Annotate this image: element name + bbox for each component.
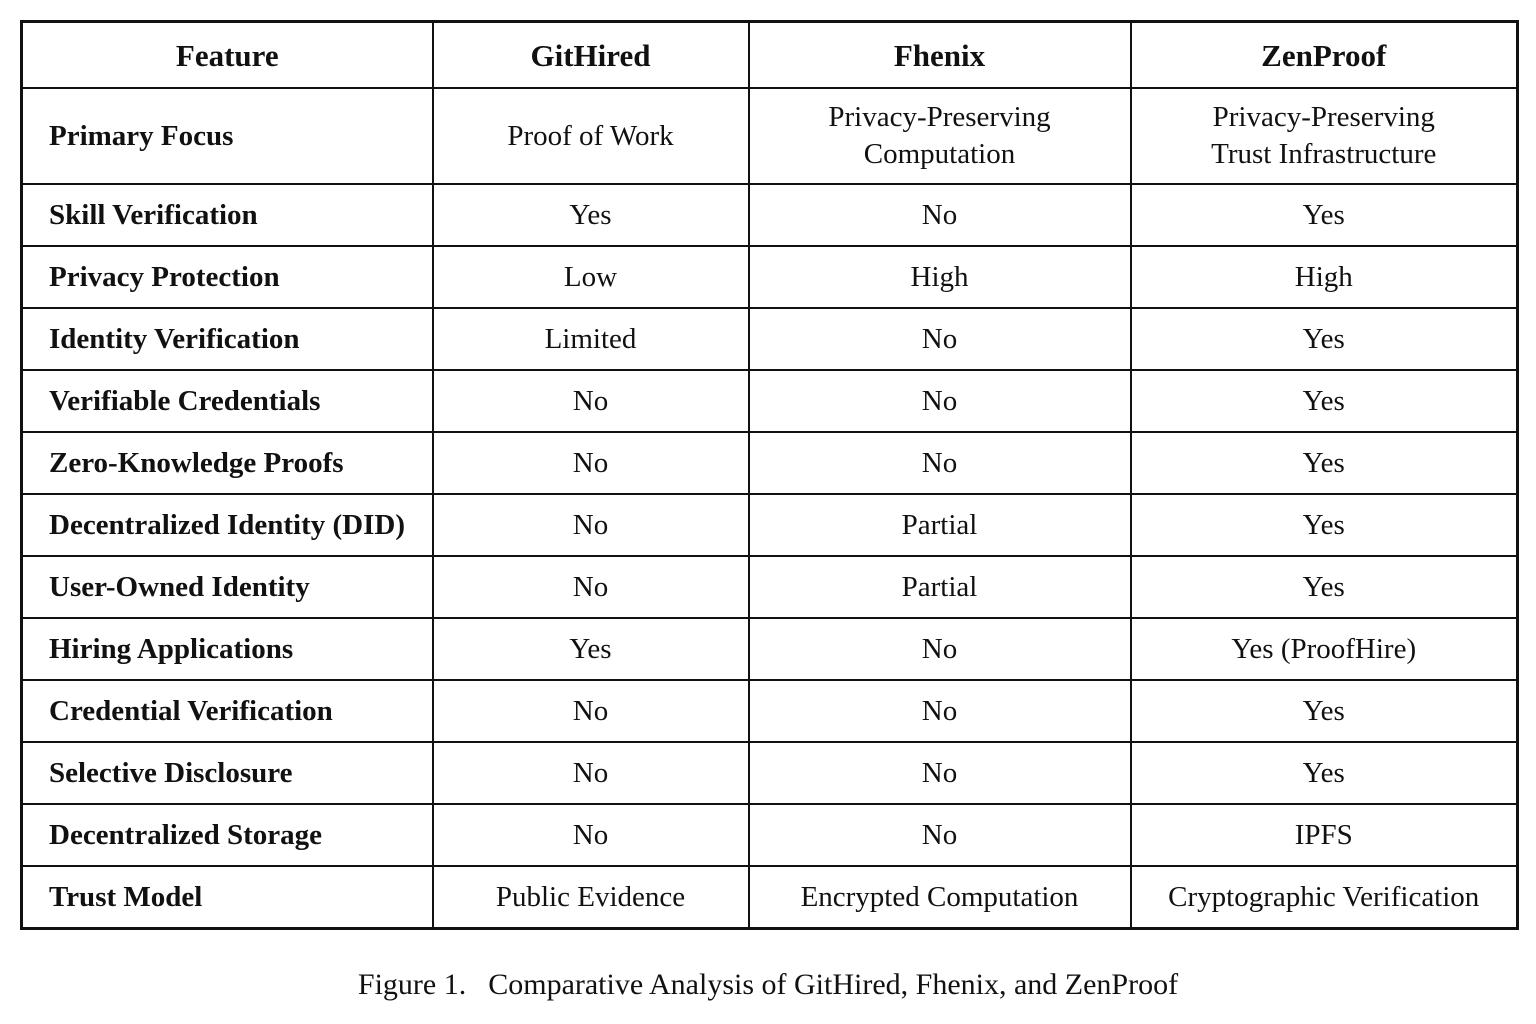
- fhenix-cell: [749, 866, 1131, 929]
- cell-text: Public Evidence: [495, 880, 686, 913]
- caption-text: Comparative Analysis of GitHired, Fhenix, and ZenProof: [488, 968, 1179, 1001]
- feature-cell: Trust Model: [22, 866, 433, 929]
- zenproof-cell: [1131, 308, 1518, 370]
- cell-text: Privacy-Preserving: [828, 101, 1051, 133]
- zenproof-cell: [1131, 804, 1518, 866]
- cell-text: Yes: [1302, 198, 1345, 231]
- cell-text: No: [921, 632, 958, 665]
- table-row: [22, 494, 1518, 556]
- cell-text: Yes: [1302, 322, 1345, 355]
- cell-text: No: [921, 446, 958, 479]
- githired-cell: [433, 556, 749, 618]
- feature-cell: Identity Verification: [22, 308, 433, 370]
- figure-caption: [0, 966, 1536, 1004]
- cell-text: Low: [563, 260, 618, 293]
- header-githired: GitHired: [433, 22, 749, 89]
- cell-text: Encrypted Computation: [800, 880, 1079, 913]
- cell-text: Yes: [1302, 446, 1345, 479]
- feature-cell: Zero-Knowledge Proofs: [22, 432, 433, 494]
- zenproof-cell: [1131, 370, 1518, 432]
- cell-text: High: [1294, 260, 1353, 293]
- cell-text: Proof of Work: [507, 119, 674, 152]
- fhenix-cell: [749, 184, 1131, 246]
- table-row: [22, 246, 1518, 308]
- cell-text: No: [572, 756, 609, 789]
- zenproof-cell: [1131, 742, 1518, 804]
- fhenix-cell: [749, 680, 1131, 742]
- table-row: [22, 618, 1518, 680]
- cell-text: Yes (ProofHire): [1231, 632, 1417, 665]
- cell-text: No: [572, 384, 609, 417]
- zenproof-cell: [1131, 556, 1518, 618]
- table-body: [22, 88, 1518, 929]
- cell-text: Yes: [1302, 694, 1345, 727]
- feature-cell: User-Owned Identity: [22, 556, 433, 618]
- githired-cell: [433, 804, 749, 866]
- table-row: [22, 742, 1518, 804]
- table-row: [22, 432, 1518, 494]
- feature-cell: Decentralized Storage: [22, 804, 433, 866]
- githired-cell: [433, 618, 749, 680]
- table-row: [22, 556, 1518, 618]
- cell-text: No: [921, 818, 958, 851]
- zenproof-cell: [1131, 680, 1518, 742]
- cell-text: No: [572, 570, 609, 603]
- feature-cell: Skill Verification: [22, 184, 433, 246]
- cell-text: No: [921, 322, 958, 355]
- feature-cell: Credential Verification: [22, 680, 433, 742]
- cell-text: No: [572, 694, 609, 727]
- table-row: [22, 88, 1518, 184]
- cell-text: Yes: [1302, 384, 1345, 417]
- header-feature: Feature: [22, 22, 433, 89]
- cell-text: No: [572, 508, 609, 541]
- feature-cell: Verifiable Credentials: [22, 370, 433, 432]
- fhenix-cell: [749, 88, 1131, 184]
- cell-text: Partial: [901, 570, 978, 603]
- table-header-row: [22, 22, 1518, 89]
- githired-cell: [433, 432, 749, 494]
- table-row: [22, 370, 1518, 432]
- feature-cell: Selective Disclosure: [22, 742, 433, 804]
- fhenix-cell: [749, 370, 1131, 432]
- cell-text: No: [921, 694, 958, 727]
- caption-figure-number: Figure 1.: [357, 968, 467, 1001]
- cell-text: Privacy-Preserving: [1212, 101, 1435, 133]
- cell-text: No: [921, 384, 958, 417]
- githired-cell: [433, 370, 749, 432]
- cell-text: IPFS: [1294, 818, 1353, 851]
- cell-text: Trust Infrastructure: [1211, 138, 1437, 170]
- feature-cell: Hiring Applications: [22, 618, 433, 680]
- githired-cell: [433, 866, 749, 929]
- zenproof-cell: [1131, 866, 1518, 929]
- githired-cell: [433, 246, 749, 308]
- cell-text: Partial: [901, 508, 978, 541]
- githired-cell: [433, 184, 749, 246]
- cell-text: Cryptographic Verification: [1168, 880, 1480, 913]
- table-row: [22, 680, 1518, 742]
- zenproof-cell: [1131, 618, 1518, 680]
- cell-text: No: [572, 446, 609, 479]
- cell-text: High: [910, 260, 969, 293]
- comparison-table: [20, 20, 1519, 930]
- feature-cell: Privacy Protection: [22, 246, 433, 308]
- fhenix-cell: [749, 432, 1131, 494]
- cell-text: Computation: [863, 138, 1016, 170]
- githired-cell: [433, 742, 749, 804]
- cell-text: No: [921, 198, 958, 231]
- fhenix-cell: [749, 804, 1131, 866]
- cell-text: Yes: [569, 632, 612, 665]
- zenproof-cell: [1131, 432, 1518, 494]
- cell-text: Yes: [1302, 570, 1345, 603]
- cell-text: No: [572, 818, 609, 851]
- zenproof-cell: [1131, 494, 1518, 556]
- table-row: [22, 308, 1518, 370]
- githired-cell: [433, 308, 749, 370]
- githired-cell: [433, 88, 749, 184]
- table-row: [22, 866, 1518, 929]
- fhenix-cell: [749, 742, 1131, 804]
- fhenix-cell: [749, 556, 1131, 618]
- zenproof-cell: [1131, 88, 1518, 184]
- fhenix-cell: [749, 494, 1131, 556]
- feature-cell: Decentralized Identity (DID): [22, 494, 433, 556]
- cell-text: No: [921, 756, 958, 789]
- cell-text: Limited: [544, 322, 637, 355]
- header-zenproof: ZenProof: [1131, 22, 1518, 89]
- zenproof-cell: [1131, 184, 1518, 246]
- fhenix-cell: [749, 246, 1131, 308]
- cell-text: Yes: [569, 198, 612, 231]
- githired-cell: [433, 680, 749, 742]
- fhenix-cell: [749, 308, 1131, 370]
- cell-text: Yes: [1302, 508, 1345, 541]
- table-row: [22, 804, 1518, 866]
- githired-cell: [433, 494, 749, 556]
- header-fhenix: Fhenix: [749, 22, 1131, 89]
- fhenix-cell: [749, 618, 1131, 680]
- table-row: [22, 184, 1518, 246]
- feature-cell: Primary Focus: [22, 88, 433, 184]
- zenproof-cell: [1131, 246, 1518, 308]
- cell-text: Yes: [1302, 756, 1345, 789]
